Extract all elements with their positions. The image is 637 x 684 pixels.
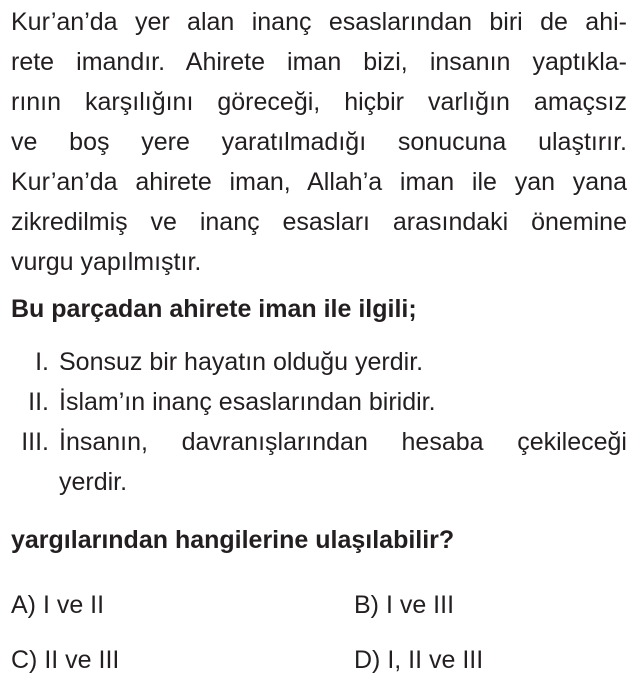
passage	[11, 2, 627, 282]
statement-item	[11, 342, 627, 382]
passage-line: Kur’an’da ahirete iman, Allah’a iman ile yan yana	[11, 168, 627, 196]
statement-list	[11, 342, 627, 502]
option-d[interactable]: D) I, II ve III	[354, 646, 484, 674]
passage-line: rının karşılığını göreceği, hiçbir varlığın amaçsız	[11, 88, 627, 116]
statement-text: İnsanın, davranışlarından hesaba çekileceği	[59, 428, 627, 456]
passage-line: Kur’an’da yer alan inanç esaslarından biri de ahi-	[11, 8, 627, 36]
statement-text: Sonsuz bir hayatın olduğu yerdir.	[59, 348, 424, 376]
option-c[interactable]: C) II ve III	[11, 646, 120, 674]
statement-number: I.	[35, 348, 49, 376]
passage-line: zikredilmiş ve inanç esasları arasındaki önemine	[11, 208, 627, 236]
question-prompt: yargılarından hangilerine ulaşılabilir?	[11, 526, 455, 554]
passage-line: vurgu yapılmıştır.	[11, 248, 202, 276]
statement-continuation: yerdir.	[59, 468, 128, 496]
statement-text: İslam’ın inanç esaslarından biridir.	[59, 388, 436, 416]
statement-number: II.	[28, 388, 49, 416]
statement-item	[11, 382, 627, 422]
option-a[interactable]: A) I ve II	[11, 591, 105, 619]
passage-line: rete imandır. Ahirete iman bizi, insanın yaptıkla-	[11, 48, 627, 76]
statement-item	[11, 422, 627, 462]
option-b[interactable]: B) I ve III	[354, 591, 455, 619]
passage-line: ve boş yere yaratılmadığı sonucuna ulaştırır.	[11, 128, 627, 156]
statement-number: III.	[21, 428, 49, 456]
question-stem: Bu parçadan ahirete iman ile ilgili;	[11, 295, 417, 323]
